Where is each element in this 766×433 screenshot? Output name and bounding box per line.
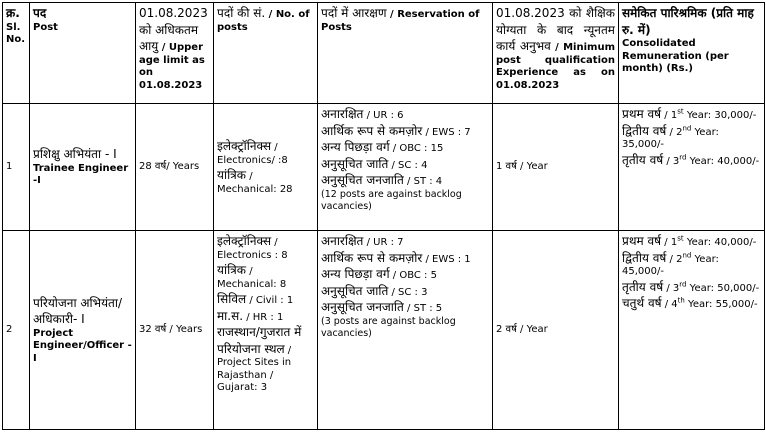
header-age: 01.08.2023 को अधिकतम आयु / Upper age limit as on 01.08.2023 — [136, 3, 214, 104]
header-post: पद Post — [30, 3, 136, 104]
header-experience: 01.08.2023 को शैक्षिक योग्यता के बाद न्यूनतम कार्य अनुभव / Minimum post qualification Experience as on 01.08.2023 — [493, 3, 619, 104]
table-row — [3, 231, 765, 430]
header-posts: पदों की सं. / No. of posts — [214, 3, 318, 104]
header-remuneration: समेकित पारिश्रमिक (प्रति माह रु. में) Consolidated Remuneration (per month) (Rs.) — [619, 3, 765, 104]
cell-experience: 2 वर्ष / Year — [493, 231, 619, 430]
cell-sl: 2 — [3, 231, 30, 430]
cell-reservation: अनारक्षित / UR : 7 आर्थिक रूप से कमज़ोर / EWS : 1 अन्य पिछड़ा वर्ग / OBC : 5 अनुसूचित जाति / SC : 3 अनुसूचित जनजाति / ST : 5 (3 posts are against backlog vacancies) — [318, 231, 493, 430]
header-sl: क्र. Sl. No. — [3, 3, 30, 104]
backlog-note: (3 posts are against backlog vacancies) — [321, 315, 456, 339]
cell-sl: 1 — [3, 104, 30, 231]
cell-age: 28 वर्ष/ Years — [136, 104, 214, 231]
vacancy-table — [2, 2, 765, 430]
header-row — [3, 3, 765, 104]
cell-remuneration: प्रथम वर्ष / 1st Year: 30,000/- द्वितीय वर्ष / 2nd Year: 35,000/- तृतीय वर्ष / 3rd Year: 40,000/- — [619, 104, 765, 231]
cell-reservation: अनारक्षित / UR : 6 आर्थिक रूप से कमज़ोर / EWS : 7 अन्य पिछड़ा वर्ग / OBC : 15 अनुसूचित जाति / SC : 4 अनुसूचित जनजाति / ST : 4 (12 posts are against backlog vacancies) — [318, 104, 493, 231]
cell-remuneration: प्रथम वर्ष / 1st Year: 40,000/- द्वितीय वर्ष / 2nd Year: 45,000/- तृतीय वर्ष / 3rd Year: 50,000/- चतुर्थ वर्ष / 4th Year: 55,000/- — [619, 231, 765, 430]
table-row — [3, 104, 765, 231]
cell-posts: इलेक्ट्रॉनिक्स / Electronics/ :8 यांत्रिक / Mechanical: 28 — [214, 104, 318, 231]
cell-experience: 1 वर्ष / Year — [493, 104, 619, 231]
cell-post: प्रशिक्षु अभियंता - I Trainee Engineer -I — [30, 104, 136, 231]
cell-age: 32 वर्ष / Years — [136, 231, 214, 430]
backlog-note: (12 posts are against backlog vacancies) — [321, 188, 462, 212]
header-reservation: पदों में आरक्षण / Reservation of Posts — [318, 3, 493, 104]
cell-post: परियोजना अभियंता/ अधिकारी- I Project Engineer/Officer - I — [30, 231, 136, 430]
cell-posts: इलेक्ट्रॉनिक्स / Electronics : 8 यांत्रिक / Mechanical: 8 सिविल / Civil : 1 मा.स. / HR : 1 राजस्थान/गुजरात में परियोजना स्थल / Project Sites in Rajasthan / Gujarat: 3 — [214, 231, 318, 430]
